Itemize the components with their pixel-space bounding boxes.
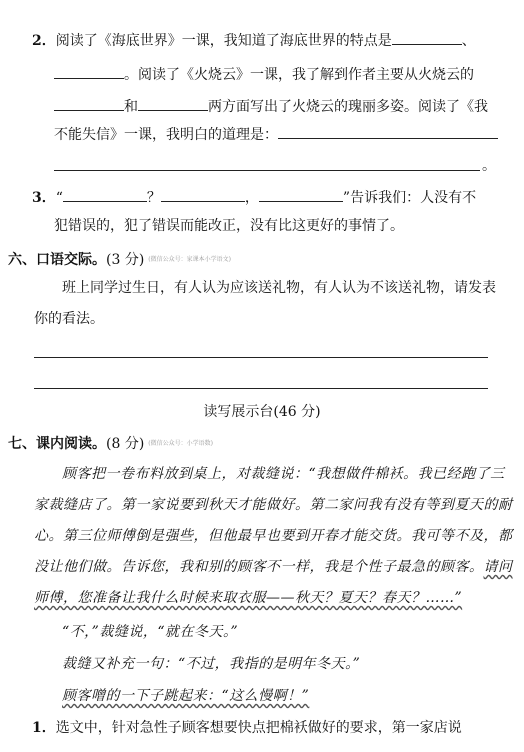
- answer-line[interactable]: [34, 388, 488, 389]
- watermark: (微信公众号：家课本小学语文): [148, 256, 231, 263]
- passage-line: 顾客把一卷布料放到桌上，对裁缝说：“我想做件棉袄。我已经跑了三: [62, 466, 505, 482]
- q3-line-1: 3．“ ？ ， ”告诉我们：人没有不: [32, 187, 476, 208]
- q2-line-2: 。阅读了《火烧云》一课，我了解到作者主要从火烧云的: [54, 64, 474, 85]
- q2-number: 2．: [32, 33, 56, 49]
- watermark: (微信公众号：小学语数): [148, 440, 213, 447]
- answer-blank[interactable]: [278, 124, 498, 139]
- q3-line-2: 犯错误的，犯了错误而能改正，没有比这更好的事情了。: [54, 218, 404, 234]
- passage-line: 家裁缝店了。第一家说要到秋天才能做好。第二家问我有没有等到夏天的耐: [34, 497, 513, 513]
- wavy-underlined-text: 顾客噌的一下子跳起来：“这么慢啊！”: [62, 688, 310, 704]
- q7-1-line: 1．选文中，针对急性子顾客想要快点把棉袄做好的要求，第一家店说: [32, 720, 462, 736]
- q2-line-3: 和 两方面写出了火烧云的瑰丽多姿。阅读了《我: [54, 96, 488, 117]
- answer-line[interactable]: [54, 170, 480, 171]
- answer-blank[interactable]: [63, 187, 147, 202]
- passage-line: [34, 588, 462, 608]
- answer-blank[interactable]: [161, 187, 245, 202]
- answer-blank[interactable]: [54, 96, 124, 111]
- section-title: 读写展示台(46 分): [203, 404, 321, 420]
- q3-number: 3．: [32, 190, 56, 206]
- q7-1-number: 1．: [32, 720, 56, 736]
- answer-blank[interactable]: [54, 64, 124, 79]
- section-6-heading: 六、口语交际。(3 分) (微信公众号：家课本小学语文): [8, 252, 231, 268]
- passage-line: 没让他们做。告诉您，我和别的顾客不一样，我是个性子最急的顾客。请问: [34, 559, 513, 575]
- answer-blank[interactable]: [392, 30, 462, 45]
- q2-line-4: 不能失信》一课，我明白的道理是：: [54, 124, 498, 145]
- s6-prompt-line-2: 你的看法。: [34, 311, 104, 327]
- passage-line: 裁缝又补充一句：“不过，我指的是明年冬天。”: [62, 656, 361, 672]
- answer-line[interactable]: [34, 357, 488, 358]
- s6-prompt-line-1: 班上同学过生日，有人认为应该送礼物，有人认为不该送礼物，请发表: [62, 280, 496, 296]
- passage-line: 心。第三位师傅倒是强些，但他最早也要到开春才能交货。我可等不及，都: [34, 528, 513, 544]
- q2-end-mark: 。: [482, 158, 496, 174]
- passage-line: “不，”裁缝说，“就在冬天。”: [62, 624, 239, 640]
- wavy-underlined-text: 师傅，您准备让我什么时候来取衣服——秋天？夏天？春天？……”: [34, 590, 463, 606]
- passage-line: [62, 686, 309, 706]
- q2-line-1: 2．阅读了《海底世界》一课，我知道了海底世界的特点是 、: [32, 30, 476, 51]
- answer-blank[interactable]: [138, 96, 208, 111]
- wavy-underlined-text: 请问: [483, 559, 513, 575]
- section-7-heading: 七、课内阅读。(8 分) (微信公众号：小学语数): [8, 436, 213, 452]
- answer-blank[interactable]: [259, 187, 343, 202]
